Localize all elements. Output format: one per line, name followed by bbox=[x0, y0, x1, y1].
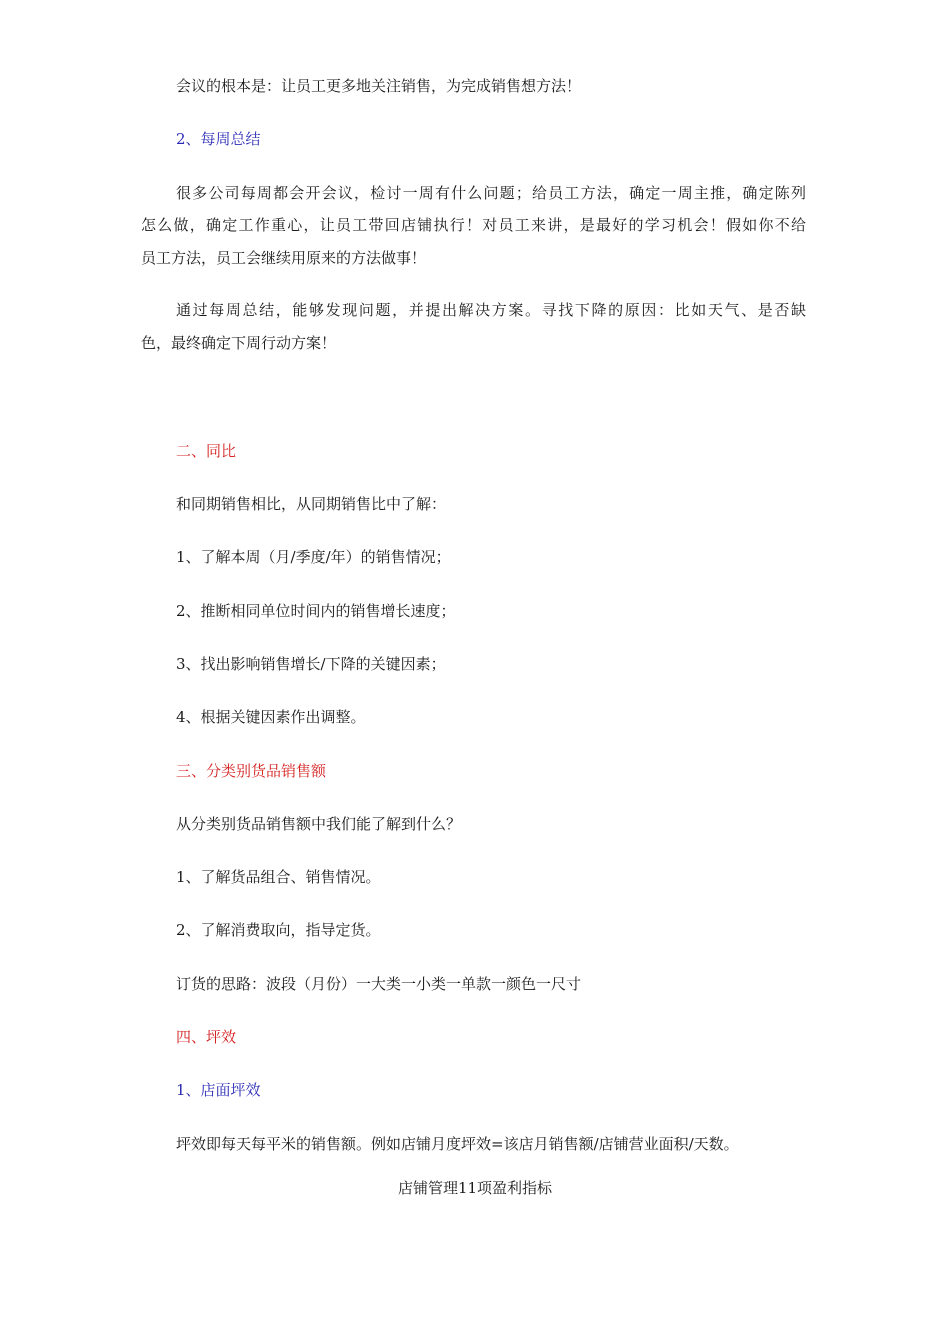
yoy-item-3: 3、找出影响销售增长/下降的关键因素； bbox=[176, 655, 446, 673]
section-category-sales-heading: 三、分类别货品销售额 bbox=[176, 762, 327, 780]
store-sales-per-area-heading: 1、店面坪效 bbox=[176, 1081, 261, 1099]
section-sales-per-area-heading: 四、坪效 bbox=[176, 1028, 237, 1046]
category-sales-question: 从分类别货品销售额中我们能了解到什么？ bbox=[176, 815, 462, 833]
weekly-summary-heading: 2、每周总结 bbox=[176, 130, 261, 148]
weekly-summary-para1-line1: 很多公司每周都会开会议，检讨一周有什么问题；给员工方法，确定一周主推，确定陈列 bbox=[176, 184, 806, 202]
sales-per-area-definition: 坪效即每天每平米的销售额。例如店铺月度坪效=该店月销售额/店铺营业面积/天数。 bbox=[176, 1135, 739, 1153]
weekly-summary-para2-line2: 色，最终确定下周行动方案！ bbox=[141, 334, 337, 352]
category-sales-item-1: 1、了解货品组合、销售情况。 bbox=[176, 868, 381, 886]
yoy-item-2: 2、推断相同单位时间内的销售增长速度； bbox=[176, 602, 456, 620]
meeting-essence-text: 会议的根本是：让员工更多地关注销售，为完成销售想方法！ bbox=[176, 77, 582, 95]
yoy-intro-text: 和同期销售相比，从同期销售比中了解： bbox=[176, 495, 447, 513]
yoy-item-1: 1、了解本周（月/季度/年）的销售情况； bbox=[176, 548, 451, 566]
category-sales-item-2: 2、了解消费取向，指导定货。 bbox=[176, 921, 381, 939]
weekly-summary-para1-line2: 怎么做，确定工作重心，让员工带回店铺执行！对员工来讲，是最好的学习机会！假如你不给 bbox=[141, 216, 806, 234]
section-yoy-heading: 二、同比 bbox=[176, 442, 237, 460]
ordering-approach-text: 订货的思路：波段（月份）一大类一小类一单款一颜色一尺寸 bbox=[176, 975, 582, 993]
weekly-summary-para1-line3: 员工方法，员工会继续用原来的方法做事！ bbox=[141, 249, 427, 267]
weekly-summary-para2-line1: 通过每周总结，能够发现问题，并提出解决方案。寻找下降的原因：比如天气、是否缺 bbox=[176, 301, 806, 319]
page-footer-title: 店铺管理11项盈利指标 bbox=[397, 1179, 553, 1197]
yoy-item-4: 4、根据关键因素作出调整。 bbox=[176, 708, 366, 726]
